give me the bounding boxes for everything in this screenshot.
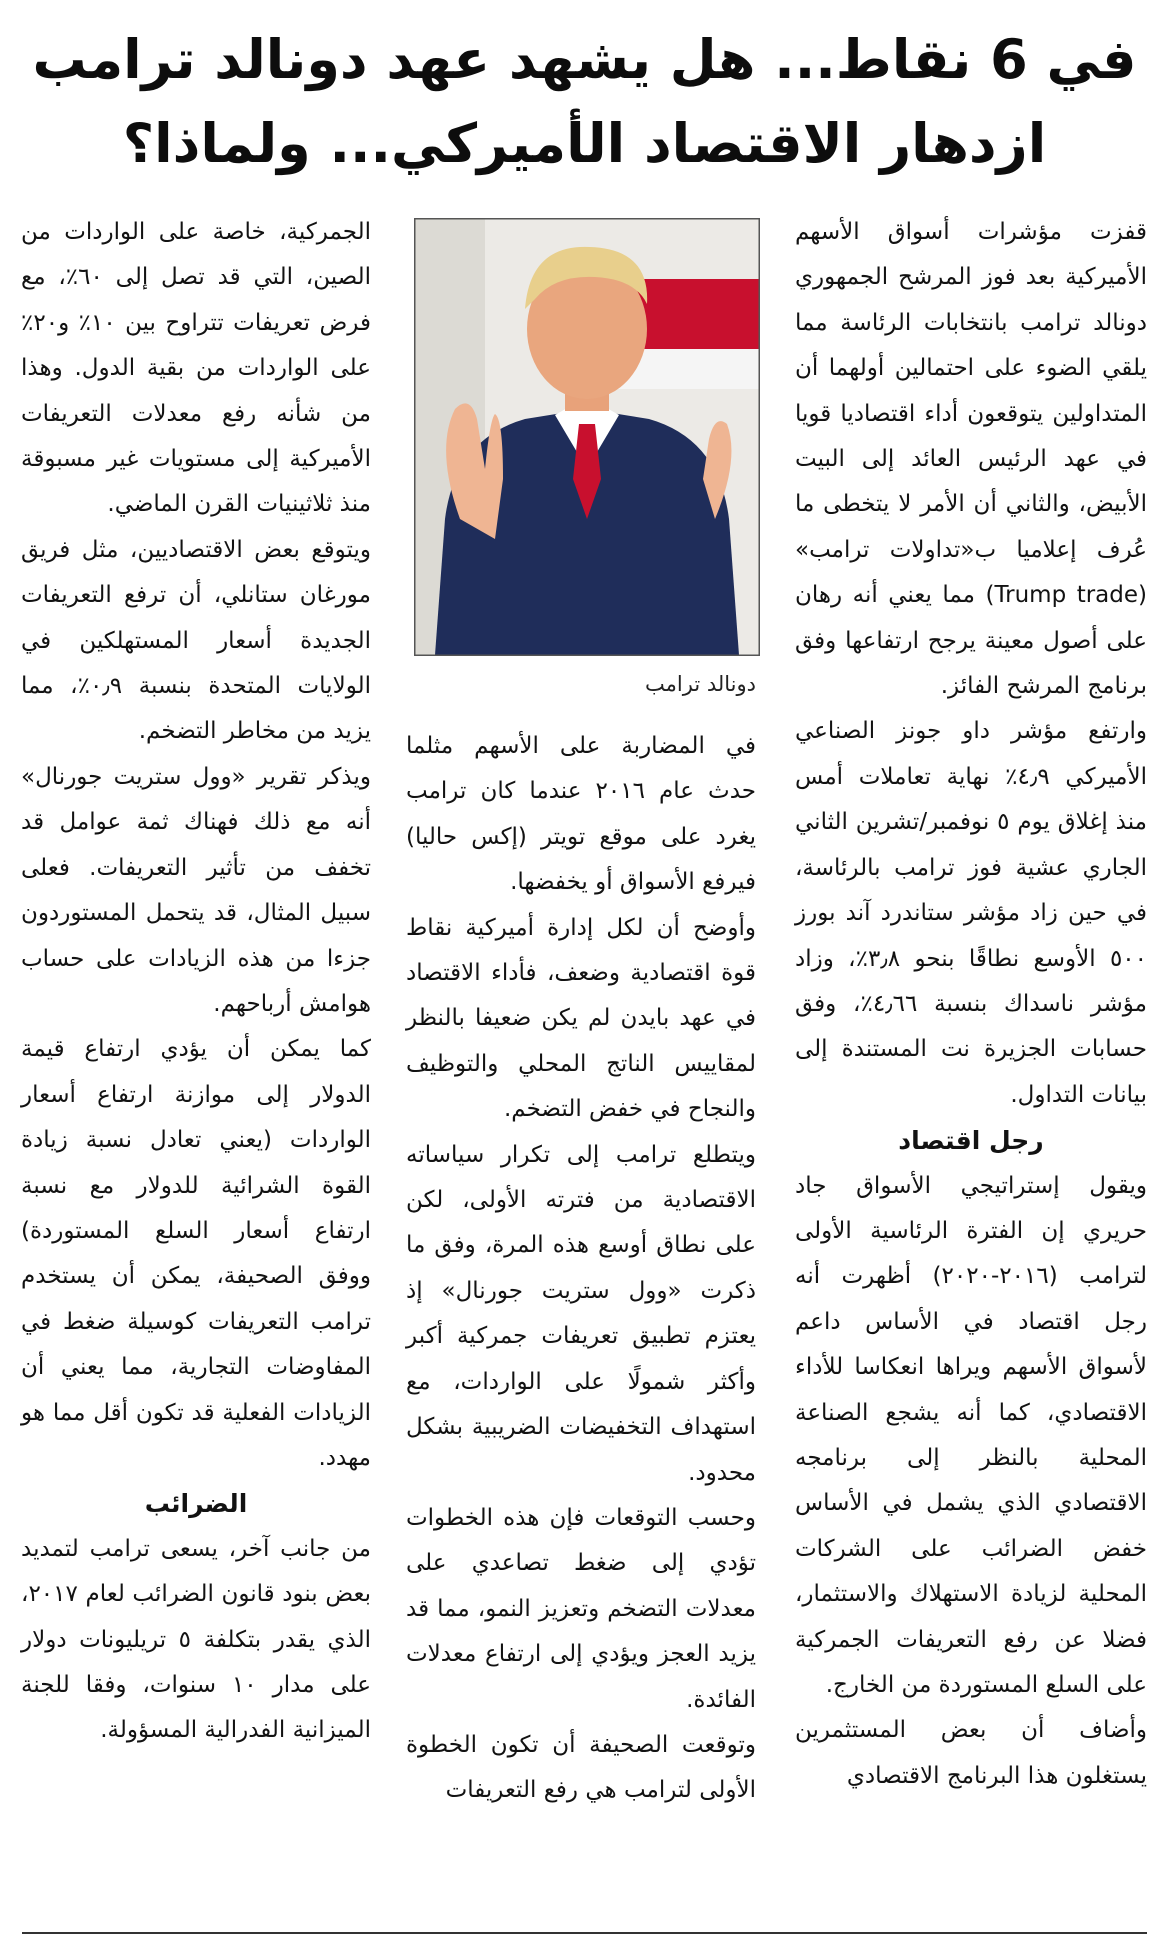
section-heading: الضرائب bbox=[144, 1489, 248, 1519]
article-column-2 bbox=[406, 724, 756, 1814]
paragraph: وتوقعت الصحيفة أن تكون الخطوة الأولى لترامب هي رفع التعريفات bbox=[406, 1731, 756, 1804]
section-heading: رجل اقتصاد bbox=[898, 1126, 1044, 1156]
article-column-3 bbox=[21, 210, 371, 1754]
paragraph: ويتطلع ترامب إلى تكرار سياساته الاقتصادية من فترته الأولى، لكن على نطاق أوسع هذه المرة، وفق ما ذكرت «وول ستريت جورنال» إذ يعتزم تطبيق تعريفات جمركية أكبر وأكثر شمولًا على الواردات، مع استهداف التخفيضات الضريبية بشكل محدود. bbox=[406, 1141, 756, 1486]
paragraph: من جانب آخر، يسعى ترامب لتمديد بعض بنود قانون الضرائب لعام ٢٠١٧، الذي يقدر بتكلفة ٥ تريليونات دولار على مدار ١٠ سنوات، وفقا للجنة الميزانية الفدرالية المسؤولة. bbox=[21, 1535, 371, 1744]
headline-line-2: ازدهار الاقتصاد الأميركي... ولماذا؟ bbox=[122, 112, 1047, 175]
paragraph: وحسب التوقعات فإن هذه الخطوات تؤدي إلى ضغط تصاعدي على معدلات التضخم وتعزيز النمو، مما قد يزيد العجز ويؤدي إلى ارتفاع معدلات الفائدة. bbox=[406, 1504, 756, 1713]
headline bbox=[22, 18, 1147, 194]
paragraph: في المضاربة على الأسهم مثلما حدث عام ٢٠١٦ عندما كان ترامب يغرد على موقع تويتر (إكس حاليا) فيرفع الأسواق أو يخفضها. bbox=[406, 733, 756, 896]
article-photo bbox=[414, 218, 760, 656]
paragraph: قفزت مؤشرات أسواق الأسهم الأميركية بعد فوز المرشح الجمهوري دونالد ترامب بانتخابات الرئاسة مما يلقي الضوء على احتمالين أولهما أن المتداولين يتوقعون أداء اقتصاديا قويا في عهد الرئيس العائد إلى البيت الأبيض، والثاني أن الأمر لا يتخطى ما عُرف إعلاميا ب«تداولات ترامب» (Trump trade) مما يعني أنه رهان على أصول معينة يرجح ارتفاعها وفق برنامج المرشح الفائز. bbox=[795, 219, 1147, 700]
paragraph: كما يمكن أن يؤدي ارتفاع قيمة الدولار إلى موازنة ارتفاع أسعار الواردات (يعني تعادل نسبة زيادة القوة الشرائية للدولار مع نسبة ارتفاع أسعار السلع المستوردة) ووفق الصحيفة، يمكن أن يستخدم ترامب التعريفات كوسيلة ضغط في المفاوضات التجارية، مما يعني أن الزيادات الفعلية قد تكون أقل مما هو مهدد. bbox=[21, 1036, 371, 1471]
paragraph: ويقول إستراتيجي الأسواق جاد حريري إن الفترة الرئاسية الأولى لترامب (٢٠١٦-٢٠٢٠) أظهرت أنه رجل اقتصاد في الأساس داعم لأسواق الأسهم ويراها انعكاسا للأداء الاقتصادي، كما أنه يشجع الصناعة المحلية بالنظر إلى برنامجه الاقتصادي الذي يشمل في الأساس خفض الضرائب على الشركات المحلية لزيادة الاستهلاك والاستثمار، فضلا عن رفع التعريفات الجمركية على السلع المستوردة من الخارج. bbox=[795, 1172, 1148, 1698]
paragraph: ويذكر تقرير «وول ستريت جورنال» أنه مع ذلك فهناك ثمة عوامل قد تخفف من تأثير التعريفات. فعلى سبيل المثال، قد يتحمل المستوردون جزءا من هذه الزيادات على حساب هوامش أرباحهم. bbox=[21, 763, 371, 1017]
paragraph: الجمركية، خاصة على الواردات من الصين، التي قد تصل إلى ٦٠٪، مع فرض تعريفات تتراوح بين ١٠٪ و٢٠٪ على الواردات من بقية الدول. وهذا من شأنه رفع معدلات التعريفات الأميركية إلى مستويات غير مسبوقة منذ ثلاثينيات القرن الماضي. bbox=[21, 219, 371, 518]
photo-caption: دونالد ترامب bbox=[645, 672, 756, 696]
bottom-rule bbox=[22, 1932, 1147, 1934]
headline-line-1: في 6 نقاط... هل يشهد عهد دونالد ترامب bbox=[32, 28, 1137, 91]
article-column-1 bbox=[795, 210, 1147, 1799]
portrait-illustration bbox=[415, 219, 759, 655]
paragraph: وأوضح أن لكل إدارة أميركية نقاط قوة اقتصادية وضعف، فأداء الاقتصاد في عهد بايدن لم يكن ضعيفا بالنظر لمقاييس الناتج المحلي والتوظيف والنجاح في خفض التضخم. bbox=[406, 914, 756, 1123]
paragraph: وأضاف أن بعض المستثمرين يستغلون هذا البرنامج الاقتصادي bbox=[795, 1717, 1147, 1789]
paragraph: ويتوقع بعض الاقتصاديين، مثل فريق مورغان ستانلي، أن ترفع التعريفات الجديدة أسعار المستهلكين في الولايات المتحدة بنسبة ٠٫٩٪، مما يزيد من مخاطر التضخم. bbox=[21, 536, 371, 745]
paragraph: وارتفع مؤشر داو جونز الصناعي الأميركي ٤٫٩٪ نهاية تعاملات أمس منذ إغلاق يوم ٥ نوفمبر/تشرين الثاني الجاري عشية فوز ترامب بالرئاسة، في حين زاد مؤشر ستاندرد آند بورز ٥٠٠ الأوسع نطاقًا بنحو ٣٫٨٪، وزاد مؤشر ناسداك بنسبة ٤٫٦٦٪، وفق حسابات الجزيرة نت المستندة إلى بيانات التداول. bbox=[795, 718, 1148, 1108]
